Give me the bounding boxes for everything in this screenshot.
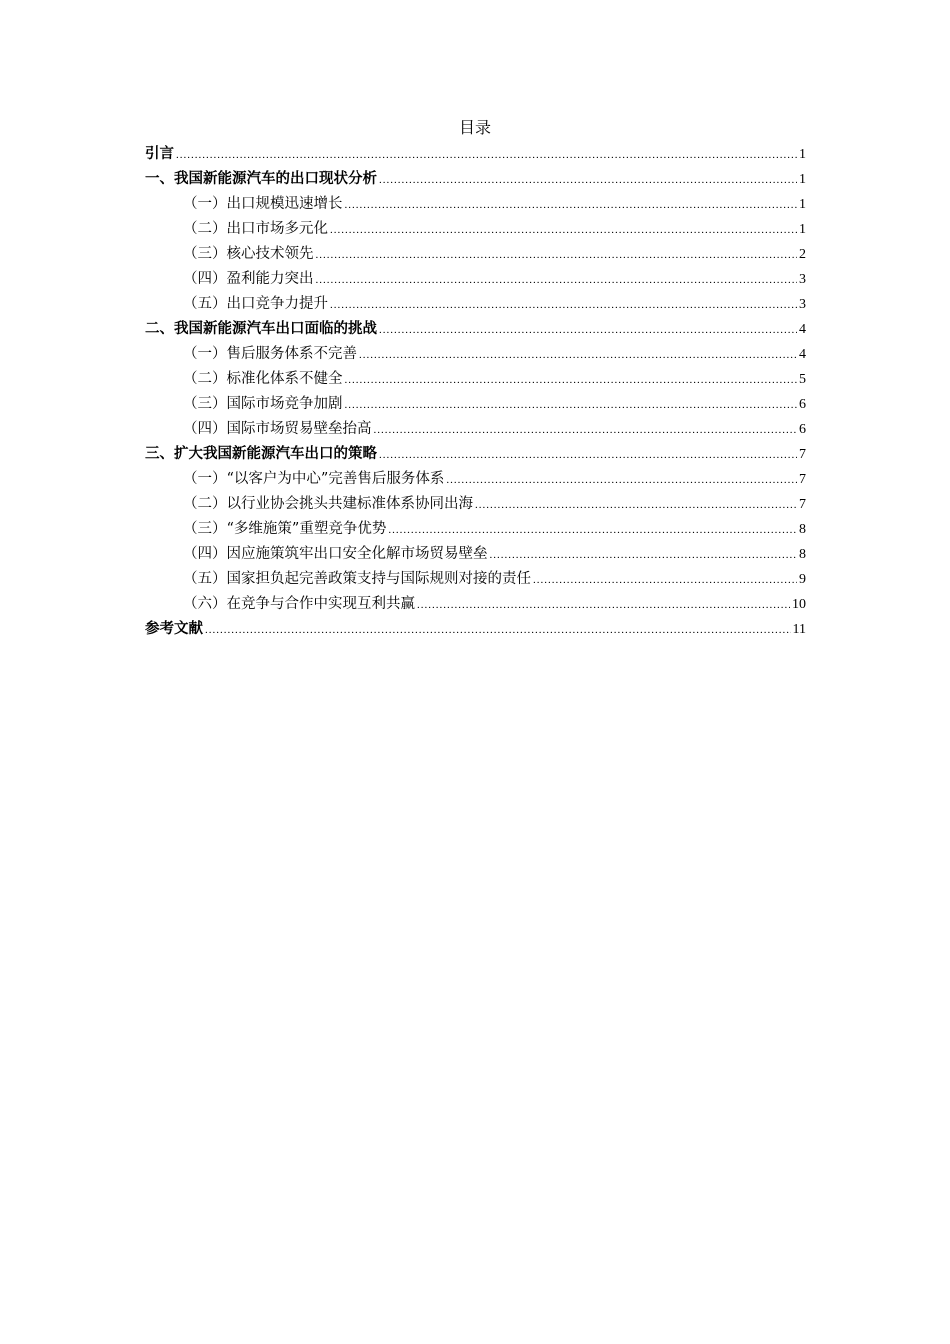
toc-entry-section-1-4[interactable]: [145, 267, 806, 292]
toc-entry-page-number: 1: [799, 222, 806, 237]
toc-leader-dots: [316, 268, 798, 293]
toc-entry-page-number: 8: [799, 547, 806, 562]
toc-entry-section-2-3[interactable]: [145, 392, 806, 417]
toc-entry-page-number: 3: [799, 297, 806, 312]
toc-leader-dots: [330, 218, 797, 243]
toc-entry-page-number: 7: [799, 497, 806, 512]
toc-entry-page-number: 2: [799, 247, 806, 262]
toc-entry-text: （一）“以客户为中心”完善售后服务体系: [183, 471, 445, 487]
toc-leader-dots: [417, 593, 790, 618]
toc-entry-text: 参考文献: [145, 621, 203, 637]
toc-entry-text: 引言: [145, 146, 174, 162]
toc-entry-section-2-4[interactable]: [145, 417, 806, 442]
toc-entry-text: （六）在竞争与合作中实现互利共赢: [183, 596, 415, 612]
toc-leader-dots: [345, 193, 798, 218]
toc-entry-text: （二）出口市场多元化: [183, 221, 328, 237]
toc-entry-section-1-3[interactable]: [145, 242, 806, 267]
toc-entry-section-3-1[interactable]: [145, 467, 806, 492]
toc-entry-section-3-2[interactable]: [145, 492, 806, 517]
toc-entry-page-number: 4: [799, 322, 806, 337]
toc-entry-section-2-1[interactable]: [145, 342, 806, 367]
toc-entry-chapter-3[interactable]: [145, 442, 806, 467]
toc-entry-text: 一、我国新能源汽车的出口现状分析: [145, 171, 377, 187]
toc-entry-section-3-4[interactable]: [145, 542, 806, 567]
toc-leader-dots: [205, 618, 791, 643]
toc-leader-dots: [176, 143, 797, 168]
toc-leader-dots: [330, 293, 797, 318]
toc-entry-section-1-5[interactable]: [145, 292, 806, 317]
toc-leader-dots: [446, 468, 797, 493]
toc-entry-page-number: 6: [799, 422, 806, 437]
toc-entry-page-number: 1: [799, 197, 806, 212]
toc-entry-page-number: 7: [799, 472, 806, 487]
toc-entry-page-number: 1: [799, 172, 806, 187]
toc-leader-dots: [345, 368, 798, 393]
toc-entry-page-number: 1: [799, 147, 806, 162]
toc-entry-chapter-1[interactable]: [145, 167, 806, 192]
toc-entry-section-3-6[interactable]: [145, 592, 806, 617]
toc-entry-page-number: 10: [792, 597, 806, 612]
toc-entry-text: （一）售后服务体系不完善: [183, 346, 357, 362]
toc-entry-text: （四）因应施策筑牢出口安全化解市场贸易壁垒: [183, 546, 488, 562]
toc-leader-dots: [345, 393, 798, 418]
toc-entry-text: （三）国际市场竞争加剧: [183, 396, 343, 412]
toc-list: [145, 142, 806, 642]
toc-entry-page-number: 7: [799, 447, 806, 462]
toc-leader-dots: [379, 443, 797, 468]
toc-entry-text: （二）标准化体系不健全: [183, 371, 343, 387]
toc-entry-text: （一）出口规模迅速增长: [183, 196, 343, 212]
toc-entry-chapter-2[interactable]: [145, 317, 806, 342]
toc-leader-dots: [359, 343, 797, 368]
toc-leader-dots: [490, 543, 798, 568]
toc-entry-page-number: 5: [799, 372, 806, 387]
toc-leader-dots: [379, 318, 797, 343]
toc-leader-dots: [388, 518, 797, 543]
toc-entry-text: （三）核心技术领先: [183, 246, 314, 262]
toc-title: 目录: [458, 118, 491, 137]
toc-entry-section-3-5[interactable]: [145, 567, 806, 592]
toc-entry-text: （二）以行业协会挑头共建标准体系协同出海: [183, 496, 473, 512]
toc-leader-dots: [316, 243, 798, 268]
toc-entry-section-1-1[interactable]: [145, 192, 806, 217]
toc-entry-page-number: 6: [799, 397, 806, 412]
toc-leader-dots: [374, 418, 798, 443]
toc-entry-references[interactable]: [145, 617, 806, 642]
toc-entry-section-3-3[interactable]: [145, 517, 806, 542]
toc-entry-section-2-2[interactable]: [145, 367, 806, 392]
toc-entry-text: （四）盈利能力突出: [183, 271, 314, 287]
toc-entry-text: 二、我国新能源汽车出口面临的挑战: [145, 321, 377, 337]
toc-entry-introduction[interactable]: [145, 142, 806, 167]
toc-entry-page-number: 11: [792, 622, 806, 637]
toc-entry-page-number: 3: [799, 272, 806, 287]
toc-leader-dots: [475, 493, 797, 518]
toc-entry-page-number: 9: [799, 572, 806, 587]
toc-leader-dots: [533, 568, 797, 593]
toc-entry-text: （三）“多维施策”重塑竞争优势: [183, 521, 387, 537]
toc-entry-text: 三、扩大我国新能源汽车出口的策略: [145, 446, 377, 462]
toc-entry-page-number: 4: [799, 347, 806, 362]
toc-entry-section-1-2[interactable]: [145, 217, 806, 242]
toc-entry-text: （五）出口竞争力提升: [183, 296, 328, 312]
toc-leader-dots: [379, 168, 797, 193]
toc-entry-text: （五）国家担负起完善政策支持与国际规则对接的责任: [183, 571, 531, 587]
toc-entry-text: （四）国际市场贸易壁垒抬高: [183, 421, 372, 437]
toc-entry-page-number: 8: [799, 522, 806, 537]
